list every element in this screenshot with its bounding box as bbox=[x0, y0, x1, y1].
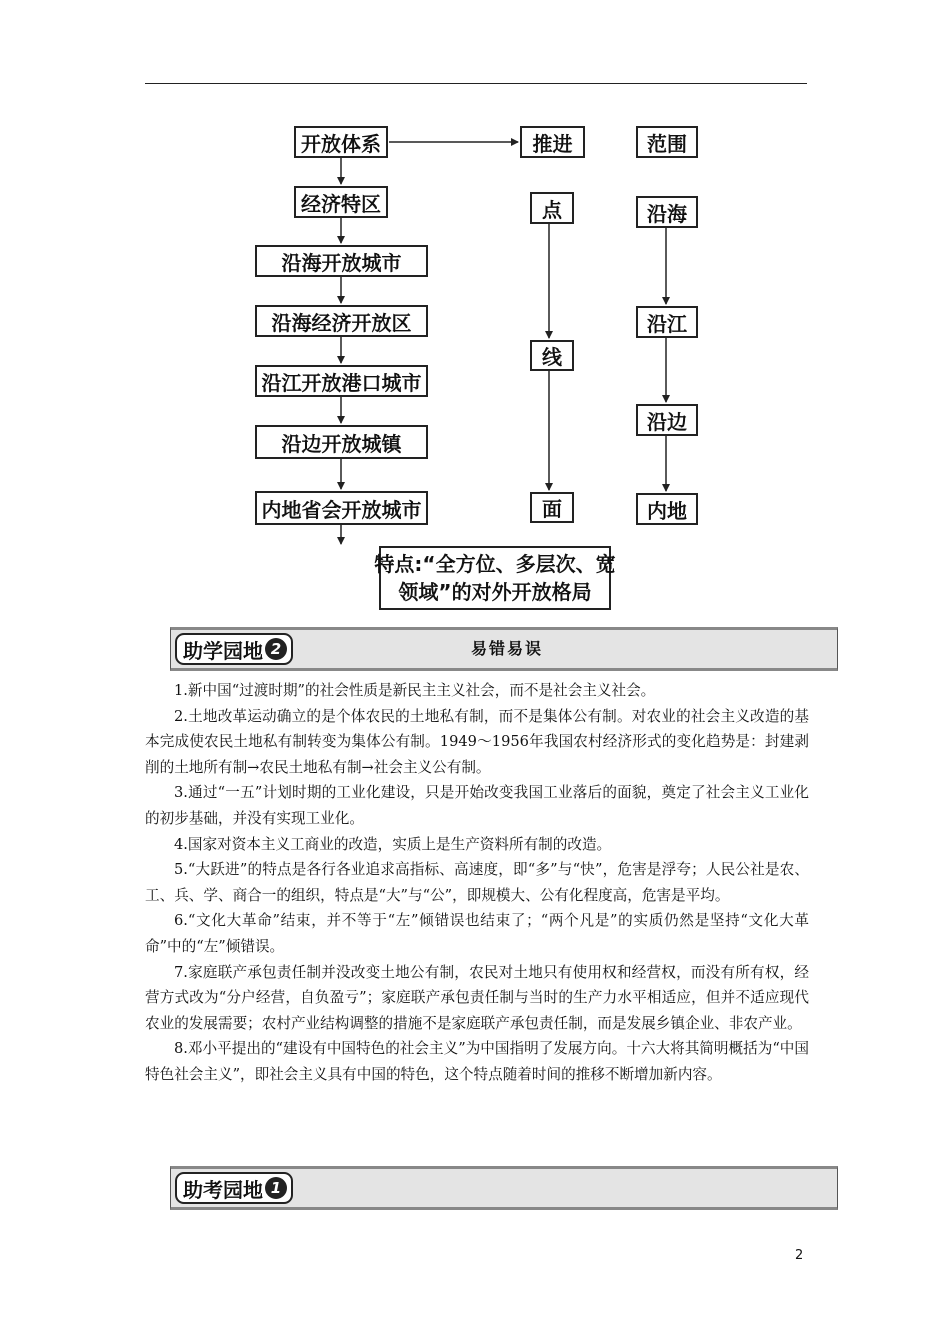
flow-box-inland-capitals: 内地省会开放城市 bbox=[255, 491, 428, 525]
flowchart-arrows bbox=[0, 0, 950, 640]
flow-box-river-ports: 沿江开放港口城市 bbox=[255, 365, 428, 397]
flow-box-sez: 经济特区 bbox=[294, 186, 388, 218]
section-tag-study bbox=[175, 633, 293, 665]
flow-box-coastal-cities: 沿海开放城市 bbox=[255, 245, 428, 277]
flow-box-inland: 内地 bbox=[636, 493, 698, 525]
section-bar-study bbox=[170, 627, 838, 671]
section-number-badge: 1 bbox=[265, 1177, 287, 1199]
section-title: 易错易误 bbox=[471, 639, 544, 658]
paragraph-6: 6.“文化大革命”结束，并不等于“左”倾错误也结束了；“两个凡是”的实质仍然是坚持“文化大革命”中的“左”倾错误。 bbox=[145, 912, 809, 955]
flow-box-border-towns: 沿边开放城镇 bbox=[255, 425, 428, 459]
flow-box-advance: 推进 bbox=[520, 126, 585, 158]
content-body bbox=[145, 678, 809, 1088]
flow-box-border: 沿边 bbox=[636, 404, 698, 436]
section-bar-exam bbox=[170, 1166, 838, 1210]
page-number: 2 bbox=[795, 1248, 804, 1263]
flow-box-open-system: 开放体系 bbox=[294, 126, 388, 158]
flow-box-point: 点 bbox=[530, 192, 574, 224]
section-tag-exam bbox=[175, 1172, 293, 1204]
section-number-badge: 2 bbox=[265, 638, 287, 660]
flow-box-line: 线 bbox=[530, 340, 574, 371]
flow-box-coastal: 沿海 bbox=[636, 196, 698, 228]
paragraph-4: 4.国家对资本主义工商业的改造，实质上是生产资料所有制的改造。 bbox=[174, 835, 612, 853]
flow-box-coastal-zones: 沿海经济开放区 bbox=[255, 305, 428, 337]
paragraph-3: 3.通过“一五”计划时期的工业化建设，只是开始改变我国工业落后的面貌，奠定了社会主义工业化的初步基础，并没有实现工业化。 bbox=[145, 784, 809, 827]
flow-box-scope: 范围 bbox=[636, 126, 698, 158]
feature-line-2: 领域”的对外开放格局 bbox=[398, 580, 592, 604]
paragraph-5: 5.“大跃进”的特点是各行各业追求高指标、高速度，即“多”与“快”，危害是浮夸；人民公社是农、工、兵、学、商合一的组织，特点是“大”与“公”，即规模大、公有化程度高，危害是平均。 bbox=[145, 861, 809, 904]
flow-box-feature bbox=[374, 546, 616, 610]
paragraph-2: 2.土地改革运动确立的是个体农民的土地私有制，而不是集体公有制。对农业的社会主义改造的基本完成使农民土地私有制转变为集体公有制。1949～1956年我国农村经济形式的变化趋势是：封建剥削的土地所有制→农民土地私有制→社会主义公有制。 bbox=[145, 707, 809, 776]
feature-line-1: 特点:“全方位、多层次、宽 bbox=[374, 552, 616, 576]
section-tag-study-label: 助学园地 bbox=[183, 638, 263, 663]
paragraph-7: 7.家庭联产承包责任制并没改变土地公有制，农民对土地只有使用权和经营权，而没有所有权，经营方式改为“分户经营，自负盈亏”；家庭联产承包责任制与当时的生产力水平相适应，但并不适应现代农业的发展需要；农村产业结构调整的措施不是家庭联产承包责任制，而是发展乡镇企业、非农产业。 bbox=[145, 963, 809, 1032]
flow-box-surface: 面 bbox=[530, 492, 574, 523]
section-tag-exam-label: 助考园地 bbox=[183, 1177, 263, 1202]
flow-box-riverside: 沿江 bbox=[636, 306, 698, 338]
paragraph-1: 1.新中国“过渡时期”的社会性质是新民主主义社会，而不是社会主义社会。 bbox=[174, 682, 656, 699]
paragraph-8: 8.邓小平提出的“建设有中国特色的社会主义”为中国指明了发展方向。十六大将其简明概括为“中国特色社会主义”，即社会主义具有中国的特色，这个特点随着时间的推移不断增加新内容。 bbox=[145, 1040, 809, 1083]
